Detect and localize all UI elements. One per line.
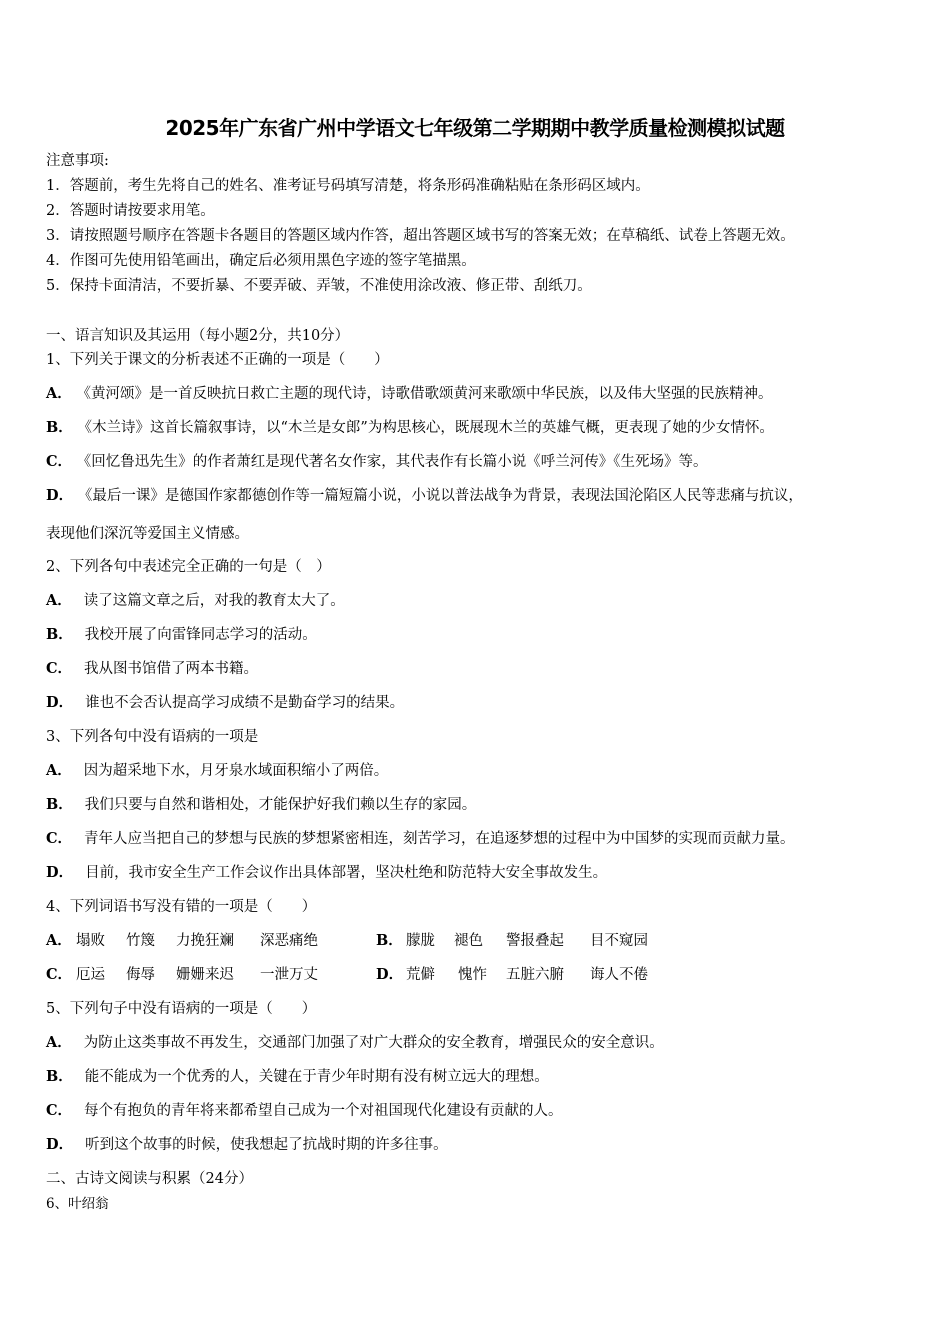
option-label: A．	[46, 385, 72, 402]
option-row	[46, 452, 708, 472]
option-label: C．	[46, 453, 73, 470]
option-word: 厄运	[76, 967, 105, 983]
option-word: 竹篾	[126, 933, 155, 949]
option-label: C．	[46, 830, 73, 847]
option-row	[46, 659, 258, 679]
option-word: 愧怍	[458, 967, 487, 983]
option-row	[46, 829, 795, 849]
option-text: 青年人应当把自己的梦想与民族的梦想紧密相连，刻苦学习，在追逐梦想的过程中为中国梦的实现而贡献力量。	[84, 831, 795, 847]
option-label: A．	[46, 762, 72, 779]
option-label: D．	[46, 864, 74, 881]
option-word: 五脏六腑	[506, 967, 564, 983]
question-stem: 3、下列各句中没有语病的一项是	[46, 729, 259, 745]
option-row	[46, 761, 388, 781]
option-text: 《木兰诗》这首长篇叙事诗，以“木兰是女郎”为构思核心，既展现木兰的英雄气概，更表现了她的少女情怀。	[84, 420, 774, 436]
section-heading: 二、古诗文阅读与积累（24分）	[46, 1171, 253, 1187]
option-label: C．	[46, 1102, 73, 1119]
option-text: 《回忆鲁迅先生》的作者萧红是现代著名女作家，其代表作有长篇小说《呼兰河传》《生死场》等。	[84, 454, 708, 470]
notice-item: 1．答题前，考生先将自己的姓名、准考证号码填写清楚，将条形码准确粘贴在条形码区域内。	[46, 178, 650, 194]
option-row	[46, 418, 774, 438]
option-word: 一泄万丈	[260, 967, 318, 983]
question-stem: 1、下列关于课文的分析表述不正确的一项是（ ）	[46, 352, 389, 368]
section-heading: 一、语言知识及其运用（每小题2分，共10分）	[46, 328, 350, 344]
option-label: C．	[46, 966, 73, 983]
option-label: A．	[46, 932, 72, 949]
option-label: D．	[46, 694, 74, 711]
option-text: 《最后一课》是德国作家都德创作等一篇短篇小说，小说以普法战争为背景，表现法国沦陷区人民等悲痛与抗议，	[85, 488, 803, 504]
option-label: A．	[46, 592, 72, 609]
option-word: 褪色	[454, 933, 483, 949]
page-title: 2025年广东省广州中学语文七年级第二学期期中教学质量检测模拟试题	[165, 116, 785, 140]
question-stem: 4、下列词语书写没有错的一项是（ ）	[46, 899, 317, 915]
option-text: 读了这篇文章之后，对我的教育太大了。	[83, 593, 345, 609]
notice-heading: 注意事项:	[46, 153, 109, 169]
option-word: 姗姗来迟	[176, 967, 234, 983]
option-label: D．	[46, 1136, 74, 1153]
option-row	[46, 625, 317, 645]
option-row	[46, 795, 476, 815]
notice-item: 2．答题时请按要求用笔。	[46, 203, 215, 219]
option-word: 诲人不倦	[590, 967, 648, 983]
option-label: A．	[46, 1034, 72, 1051]
notice-item: 3．请按照题号顺序在答题卡各题目的答题区域内作答，超出答题区域书写的答案无效；在草稿纸、试卷上答题无效。	[46, 228, 795, 244]
option-word: 目不窥园	[590, 933, 648, 949]
option-row	[46, 591, 345, 611]
option-word: 警报叠起	[506, 933, 564, 949]
option-text: 我从图书馆借了两本书籍。	[84, 661, 259, 677]
question-stem: 6、叶绍翁	[46, 1196, 109, 1212]
option-row	[46, 1101, 563, 1121]
option-label: B．	[376, 932, 403, 949]
option-word: 力挽狂斓	[176, 933, 234, 949]
question-stem: 5、下列句子中没有语病的一项是（ ）	[46, 1001, 317, 1017]
option-row	[46, 863, 607, 883]
option-word: 深恶痛绝	[260, 933, 318, 949]
option-text: 每个有抱负的青年将来都希望自己成为一个对祖国现代化建设有贡献的人。	[84, 1103, 563, 1119]
option-word: 侮辱	[126, 967, 155, 983]
option-row	[46, 693, 404, 713]
option-label: B．	[46, 419, 73, 436]
option-text: 目前，我市安全生产工作会议作出具体部署，坚决杜绝和防范特大安全事故发生。	[85, 865, 608, 881]
option-label: D．	[376, 966, 404, 983]
option-word: 朦胧	[406, 933, 435, 949]
option-row	[46, 1067, 549, 1087]
option-text: 我校开展了向雷锋同志学习的活动。	[84, 627, 317, 643]
option-continuation: 表现他们深沉等爱国主义情感。	[46, 526, 249, 542]
option-text: 为防止这类事故不再发生，交通部门加强了对广大群众的安全教育，增强民众的安全意识。	[83, 1035, 664, 1051]
notice-item: 5．保持卡面清洁，不要折暴、不要弄破、弄皱，不准使用涂改液、修正带、刮纸刀。	[46, 278, 592, 294]
option-text: 因为超采地下水，月牙泉水域面积缩小了两倍。	[83, 763, 389, 779]
option-label: D．	[46, 487, 74, 504]
question-stem: 2、下列各句中表述完全正确的一句是（ ）	[46, 559, 331, 575]
option-label: C．	[46, 660, 73, 677]
notice-item: 4．作图可先使用铅笔画出，确定后必须用黑色字迹的签字笔描黑。	[46, 253, 476, 269]
option-text: 能不能成为一个优秀的人，关键在于青少年时期有没有树立远大的理想。	[84, 1069, 549, 1085]
option-row	[46, 1135, 448, 1155]
option-text: 《黄河颂》是一首反映抗日救亡主题的现代诗，诗歌借歌颂黄河来歌颂中华民族，以及伟大坚强的民族精神。	[83, 386, 773, 402]
option-word: 荒僻	[406, 967, 435, 983]
option-label: B．	[46, 626, 73, 643]
option-word: 塌败	[76, 933, 105, 949]
option-text: 听到这个故事的时候，使我想起了抗战时期的许多往事。	[85, 1137, 448, 1153]
option-row	[46, 1033, 664, 1053]
option-row	[46, 384, 773, 404]
option-text: 我们只要与自然和谐相处，才能保护好我们赖以生存的家园。	[84, 797, 477, 813]
option-row	[46, 486, 803, 506]
option-label: B．	[46, 1068, 73, 1085]
option-label: B．	[46, 796, 73, 813]
option-text: 谁也不会否认提高学习成绩不是勤奋学习的结果。	[85, 695, 405, 711]
